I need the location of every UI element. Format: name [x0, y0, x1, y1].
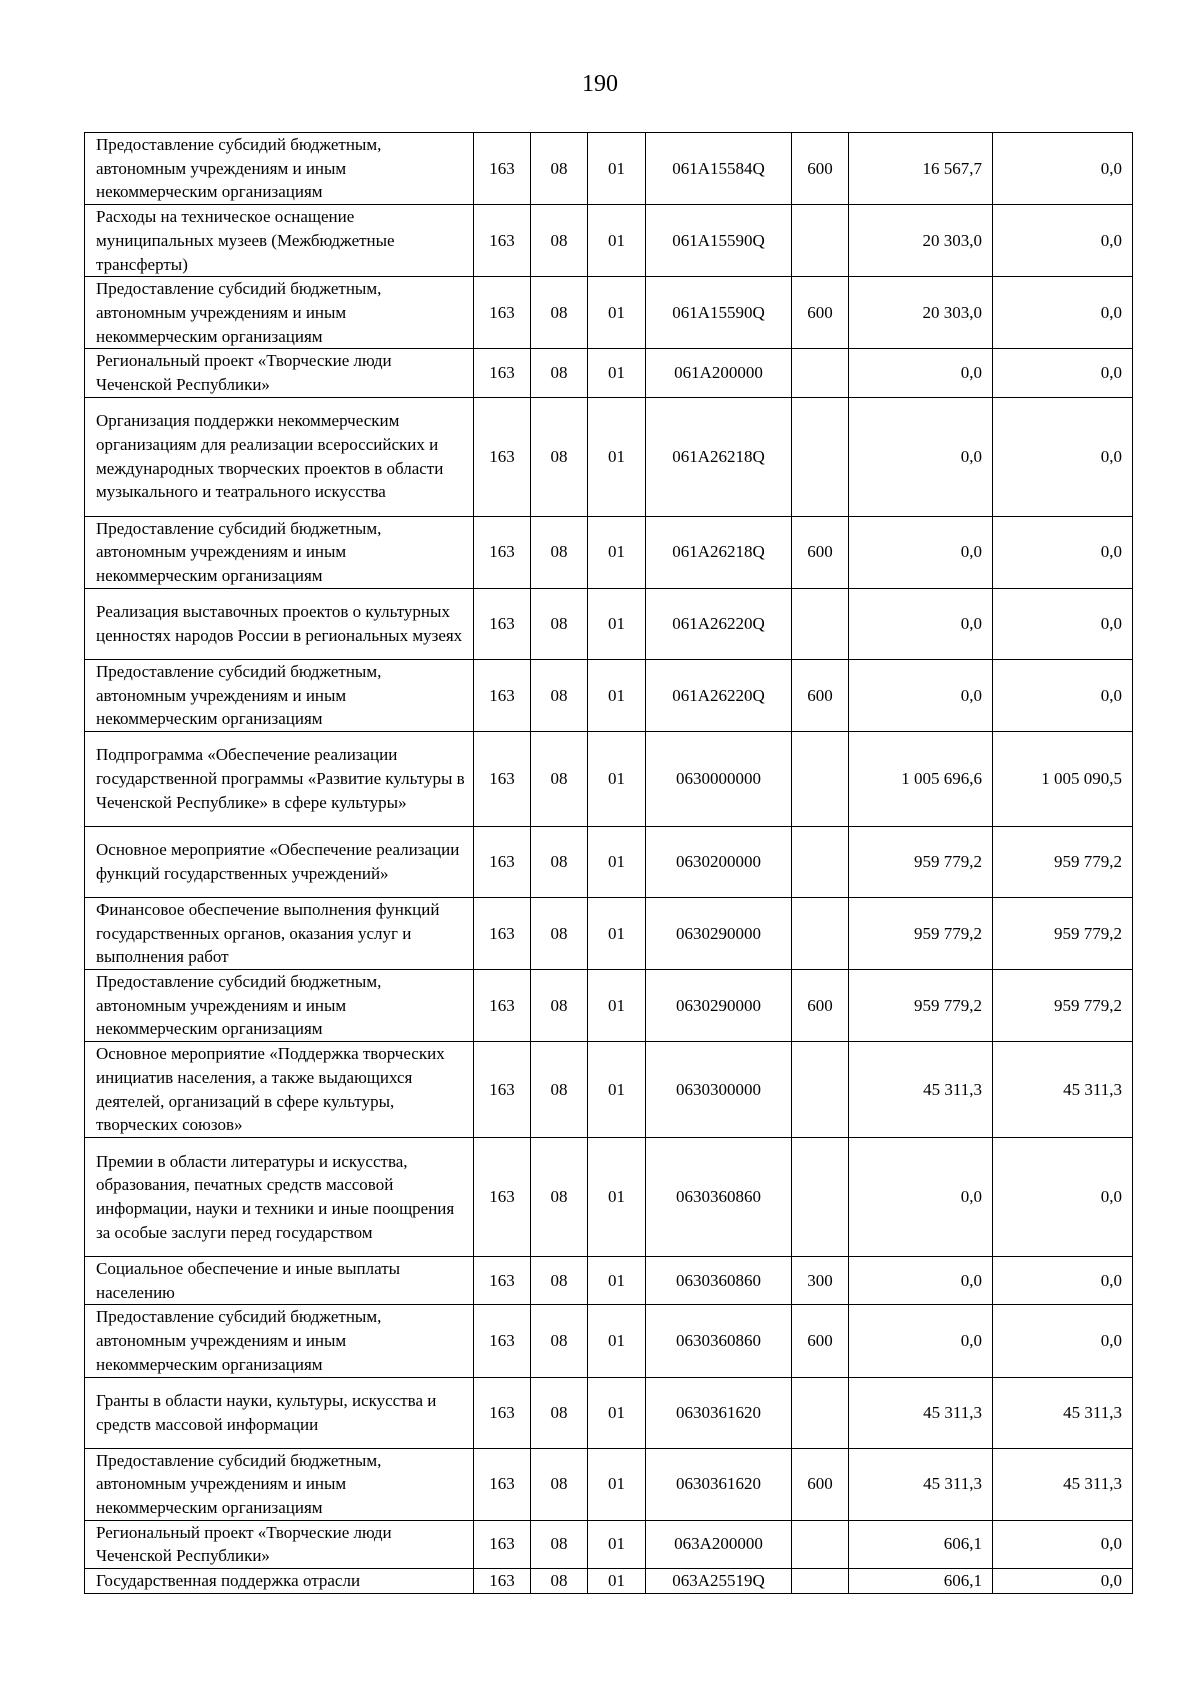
subsection-code: 01 — [588, 1042, 646, 1138]
expense-type-code: 600 — [792, 1305, 849, 1377]
grbs-code: 163 — [474, 516, 531, 588]
table-row — [85, 205, 1133, 277]
table-row — [85, 133, 1133, 205]
section-code: 08 — [531, 205, 588, 277]
grbs-code: 163 — [474, 1305, 531, 1377]
grbs-code: 163 — [474, 826, 531, 897]
grbs-code: 163 — [474, 349, 531, 397]
subsection-code: 01 — [588, 826, 646, 897]
expense-type-code: 600 — [792, 659, 849, 731]
section-code: 08 — [531, 731, 588, 826]
expense-type-code — [792, 205, 849, 277]
row-name: Финансовое обеспечение выполнения функций государственных органов, оказания услуг и выполнения работ — [85, 897, 474, 969]
subsection-code: 01 — [588, 1305, 646, 1377]
grbs-code: 163 — [474, 1256, 531, 1304]
subsection-code: 01 — [588, 397, 646, 516]
expense-type-code — [792, 397, 849, 516]
target-article-code: 0630361620 — [646, 1377, 792, 1448]
grbs-code: 163 — [474, 1042, 531, 1138]
grbs-code: 163 — [474, 133, 531, 205]
expense-type-code — [792, 1137, 849, 1256]
row-name: Предоставление субсидий бюджетным, автономным учреждениям и иным некоммерческим организациям — [85, 1305, 474, 1377]
expense-type-code: 600 — [792, 970, 849, 1042]
section-code: 08 — [531, 349, 588, 397]
amount-year-1: 45 311,3 — [849, 1377, 993, 1448]
target-article-code: 0630360860 — [646, 1256, 792, 1304]
row-name: Предоставление субсидий бюджетным, автономным учреждениям и иным некоммерческим организациям — [85, 277, 474, 349]
subsection-code: 01 — [588, 731, 646, 826]
amount-year-2: 0,0 — [993, 349, 1133, 397]
target-article-code: 061А26220Q — [646, 588, 792, 659]
amount-year-1: 959 779,2 — [849, 897, 993, 969]
table-row — [85, 516, 1133, 588]
amount-year-2: 0,0 — [993, 1520, 1133, 1568]
amount-year-1: 45 311,3 — [849, 1042, 993, 1138]
subsection-code: 01 — [588, 516, 646, 588]
amount-year-1: 1 005 696,6 — [849, 731, 993, 826]
amount-year-2: 0,0 — [993, 277, 1133, 349]
table-row — [85, 826, 1133, 897]
subsection-code: 01 — [588, 1448, 646, 1520]
row-name: Основное мероприятие «Поддержка творческих инициатив населения, а также выдающихся деятелей, организаций в сфере культуры, творческих союзов» — [85, 1042, 474, 1138]
subsection-code: 01 — [588, 133, 646, 205]
section-code: 08 — [531, 826, 588, 897]
table-row — [85, 349, 1133, 397]
expense-type-code — [792, 1569, 849, 1594]
amount-year-2: 0,0 — [993, 397, 1133, 516]
subsection-code: 01 — [588, 588, 646, 659]
amount-year-1: 45 311,3 — [849, 1448, 993, 1520]
subsection-code: 01 — [588, 1377, 646, 1448]
amount-year-2: 0,0 — [993, 1305, 1133, 1377]
amount-year-2: 1 005 090,5 — [993, 731, 1133, 826]
amount-year-1: 959 779,2 — [849, 826, 993, 897]
section-code: 08 — [531, 970, 588, 1042]
target-article-code: 061А15590Q — [646, 205, 792, 277]
amount-year-2: 45 311,3 — [993, 1377, 1133, 1448]
expense-type-code — [792, 826, 849, 897]
subsection-code: 01 — [588, 897, 646, 969]
row-name: Региональный проект «Творческие люди Чеченской Республики» — [85, 1520, 474, 1568]
table-row — [85, 1137, 1133, 1256]
target-article-code: 063А200000 — [646, 1520, 792, 1568]
expense-type-code — [792, 349, 849, 397]
amount-year-2: 959 779,2 — [993, 897, 1133, 969]
target-article-code: 0630000000 — [646, 731, 792, 826]
row-name: Подпрограмма «Обеспечение реализации государственной программы «Развитие культуры в Чеченской Республике» в сфере культуры» — [85, 731, 474, 826]
target-article-code: 063А25519Q — [646, 1569, 792, 1594]
target-article-code: 061А26218Q — [646, 516, 792, 588]
target-article-code: 061А26220Q — [646, 659, 792, 731]
target-article-code: 0630361620 — [646, 1448, 792, 1520]
amount-year-1: 0,0 — [849, 397, 993, 516]
row-name: Предоставление субсидий бюджетным, автономным учреждениям и иным некоммерческим организациям — [85, 659, 474, 731]
section-code: 08 — [531, 1448, 588, 1520]
amount-year-2: 0,0 — [993, 659, 1133, 731]
budget-table — [84, 132, 1133, 1594]
row-name: Основное мероприятие «Обеспечение реализации функций государственных учреждений» — [85, 826, 474, 897]
section-code: 08 — [531, 1305, 588, 1377]
amount-year-2: 0,0 — [993, 133, 1133, 205]
expense-type-code: 600 — [792, 516, 849, 588]
expense-type-code — [792, 1042, 849, 1138]
amount-year-1: 0,0 — [849, 659, 993, 731]
target-article-code: 0630360860 — [646, 1305, 792, 1377]
section-code: 08 — [531, 1569, 588, 1594]
grbs-code: 163 — [474, 1377, 531, 1448]
subsection-code: 01 — [588, 277, 646, 349]
grbs-code: 163 — [474, 397, 531, 516]
row-name: Социальное обеспечение и иные выплаты населению — [85, 1256, 474, 1304]
grbs-code: 163 — [474, 659, 531, 731]
grbs-code: 163 — [474, 731, 531, 826]
subsection-code: 01 — [588, 659, 646, 731]
amount-year-2: 0,0 — [993, 516, 1133, 588]
target-article-code: 061А15584Q — [646, 133, 792, 205]
subsection-code: 01 — [588, 970, 646, 1042]
page-number: 190 — [582, 71, 618, 97]
target-article-code: 0630290000 — [646, 970, 792, 1042]
grbs-code: 163 — [474, 277, 531, 349]
grbs-code: 163 — [474, 970, 531, 1042]
amount-year-1: 0,0 — [849, 1256, 993, 1304]
table-row — [85, 659, 1133, 731]
grbs-code: 163 — [474, 1569, 531, 1594]
section-code: 08 — [531, 277, 588, 349]
expense-type-code — [792, 731, 849, 826]
table-row — [85, 1256, 1133, 1304]
amount-year-1: 0,0 — [849, 1137, 993, 1256]
target-article-code: 0630300000 — [646, 1042, 792, 1138]
amount-year-1: 16 567,7 — [849, 133, 993, 205]
expense-type-code — [792, 588, 849, 659]
section-code: 08 — [531, 1256, 588, 1304]
subsection-code: 01 — [588, 1520, 646, 1568]
amount-year-2: 959 779,2 — [993, 970, 1133, 1042]
table-row — [85, 1569, 1133, 1594]
table-row — [85, 1448, 1133, 1520]
amount-year-1: 20 303,0 — [849, 277, 993, 349]
row-name: Предоставление субсидий бюджетным, автономным учреждениям и иным некоммерческим организациям — [85, 516, 474, 588]
grbs-code: 163 — [474, 205, 531, 277]
section-code: 08 — [531, 1520, 588, 1568]
grbs-code: 163 — [474, 897, 531, 969]
target-article-code: 0630200000 — [646, 826, 792, 897]
table-row — [85, 397, 1133, 516]
section-code: 08 — [531, 659, 588, 731]
table-row — [85, 1305, 1133, 1377]
expense-type-code: 600 — [792, 133, 849, 205]
expense-type-code: 600 — [792, 1448, 849, 1520]
table-row — [85, 1377, 1133, 1448]
amount-year-2: 0,0 — [993, 1256, 1133, 1304]
target-article-code: 061А26218Q — [646, 397, 792, 516]
row-name: Государственная поддержка отрасли — [85, 1569, 474, 1594]
amount-year-2: 45 311,3 — [993, 1042, 1133, 1138]
table-row — [85, 970, 1133, 1042]
target-article-code: 061А15590Q — [646, 277, 792, 349]
table-row — [85, 1520, 1133, 1568]
target-article-code: 0630290000 — [646, 897, 792, 969]
amount-year-2: 959 779,2 — [993, 826, 1133, 897]
target-article-code: 061А200000 — [646, 349, 792, 397]
amount-year-2: 0,0 — [993, 205, 1133, 277]
table-row — [85, 731, 1133, 826]
table-row — [85, 1042, 1133, 1138]
amount-year-1: 0,0 — [849, 516, 993, 588]
subsection-code: 01 — [588, 205, 646, 277]
grbs-code: 163 — [474, 1448, 531, 1520]
row-name: Предоставление субсидий бюджетным, автономным учреждениям и иным некоммерческим организациям — [85, 970, 474, 1042]
table-row — [85, 897, 1133, 969]
table-row — [85, 588, 1133, 659]
amount-year-1: 20 303,0 — [849, 205, 993, 277]
grbs-code: 163 — [474, 1137, 531, 1256]
amount-year-1: 0,0 — [849, 349, 993, 397]
amount-year-1: 606,1 — [849, 1520, 993, 1568]
row-name: Предоставление субсидий бюджетным, автономным учреждениям и иным некоммерческим организациям — [85, 133, 474, 205]
row-name: Организация поддержки некоммерческим организациям для реализации всероссийских и международных творческих проектов в области музыкального и театрального искусства — [85, 397, 474, 516]
amount-year-1: 0,0 — [849, 1305, 993, 1377]
section-code: 08 — [531, 1377, 588, 1448]
expense-type-code: 600 — [792, 277, 849, 349]
section-code: 08 — [531, 516, 588, 588]
section-code: 08 — [531, 1042, 588, 1138]
target-article-code: 0630360860 — [646, 1137, 792, 1256]
section-code: 08 — [531, 133, 588, 205]
section-code: 08 — [531, 397, 588, 516]
expense-type-code: 300 — [792, 1256, 849, 1304]
row-name: Премии в области литературы и искусства, образования, печатных средств массовой информации, науки и техники и иные поощрения за особые заслуги перед государством — [85, 1137, 474, 1256]
subsection-code: 01 — [588, 1256, 646, 1304]
subsection-code: 01 — [588, 1569, 646, 1594]
table-row — [85, 277, 1133, 349]
expense-type-code — [792, 1377, 849, 1448]
amount-year-2: 45 311,3 — [993, 1448, 1133, 1520]
amount-year-1: 606,1 — [849, 1569, 993, 1594]
section-code: 08 — [531, 588, 588, 659]
amount-year-1: 0,0 — [849, 588, 993, 659]
amount-year-2: 0,0 — [993, 1569, 1133, 1594]
expense-type-code — [792, 897, 849, 969]
amount-year-2: 0,0 — [993, 1137, 1133, 1256]
row-name: Гранты в области науки, культуры, искусства и средств массовой информации — [85, 1377, 474, 1448]
subsection-code: 01 — [588, 1137, 646, 1256]
subsection-code: 01 — [588, 349, 646, 397]
amount-year-2: 0,0 — [993, 588, 1133, 659]
row-name: Реализация выставочных проектов о культурных ценностях народов России в региональных музеях — [85, 588, 474, 659]
grbs-code: 163 — [474, 1520, 531, 1568]
budget-table-body — [85, 133, 1133, 1594]
section-code: 08 — [531, 1137, 588, 1256]
row-name: Региональный проект «Творческие люди Чеченской Республики» — [85, 349, 474, 397]
amount-year-1: 959 779,2 — [849, 970, 993, 1042]
row-name: Расходы на техническое оснащение муниципальных музеев (Межбюджетные трансферты) — [85, 205, 474, 277]
section-code: 08 — [531, 897, 588, 969]
grbs-code: 163 — [474, 588, 531, 659]
row-name: Предоставление субсидий бюджетным, автономным учреждениям и иным некоммерческим организациям — [85, 1448, 474, 1520]
expense-type-code — [792, 1520, 849, 1568]
